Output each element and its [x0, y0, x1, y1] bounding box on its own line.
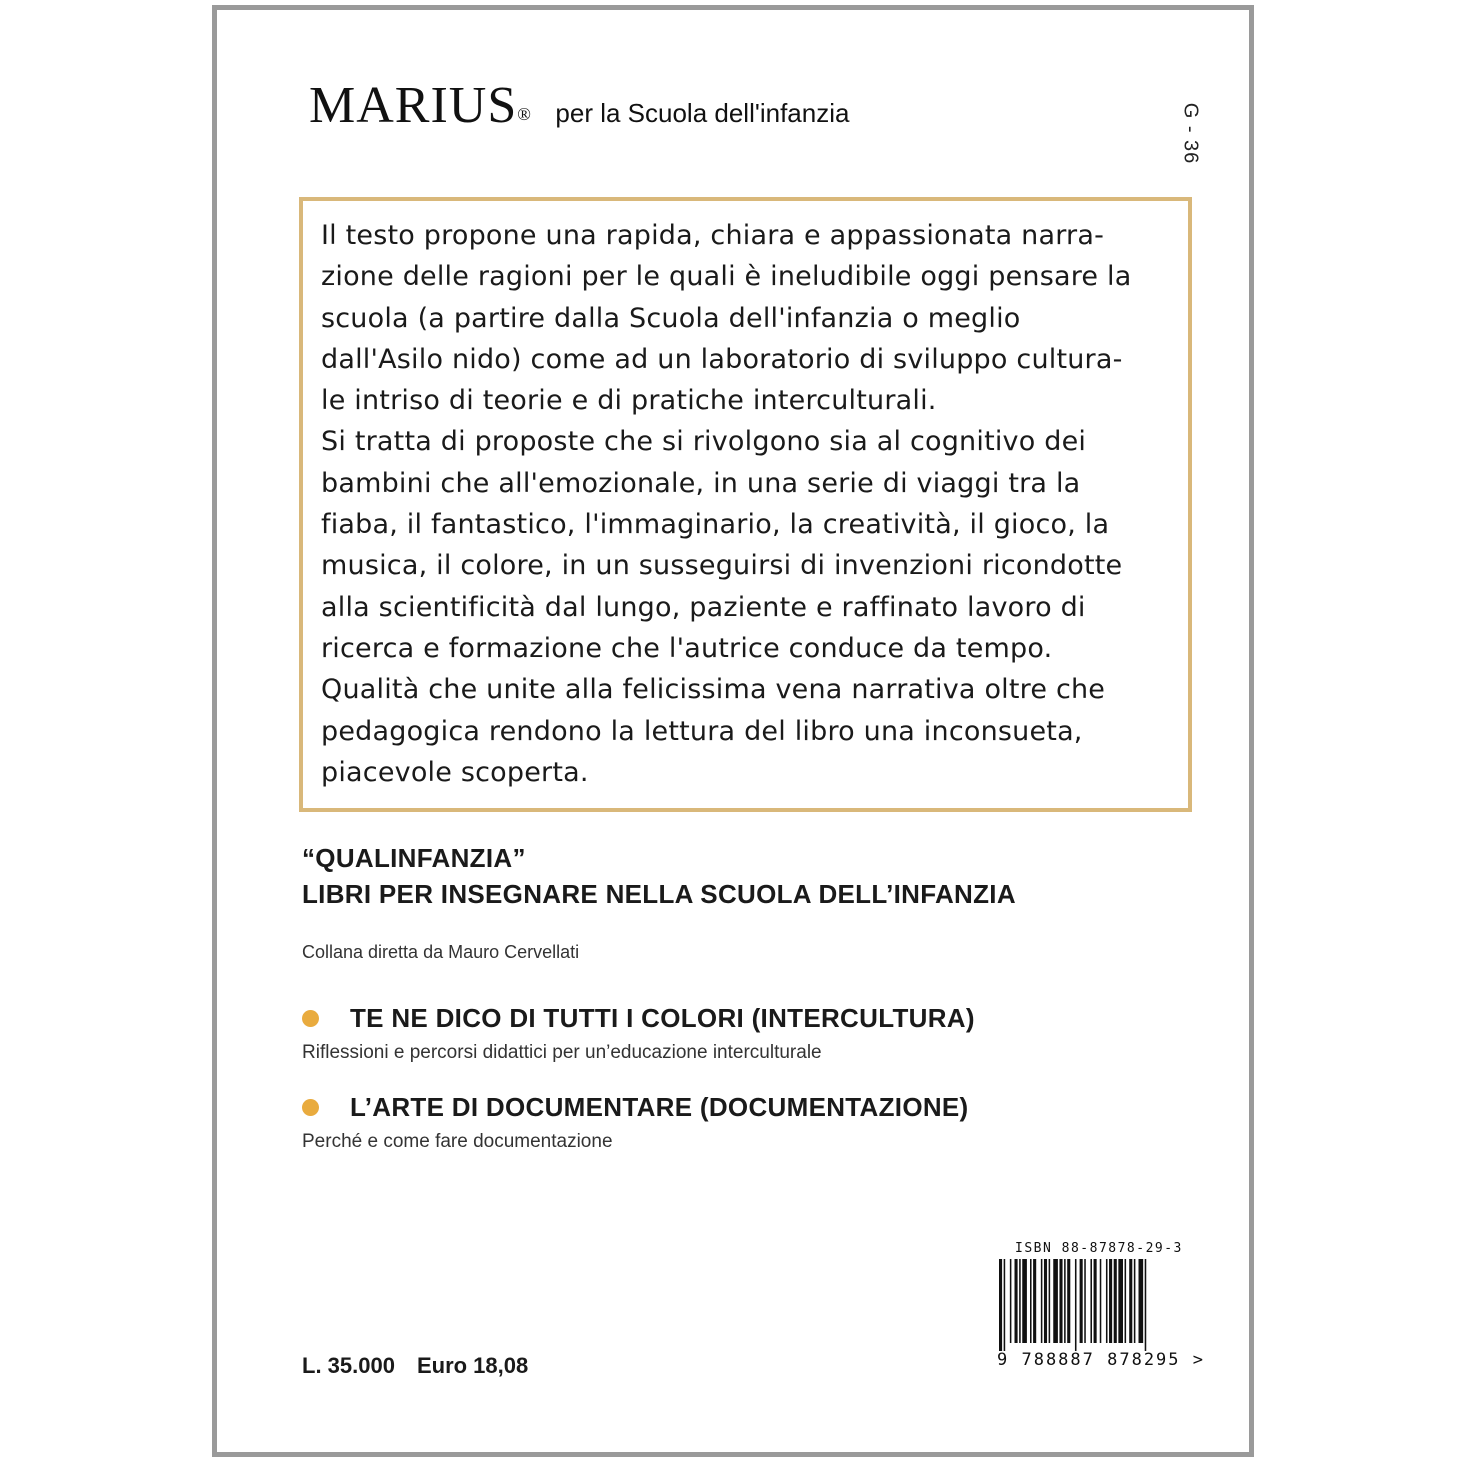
- barcode-bar: [1033, 1259, 1036, 1343]
- barcode-bar: [1106, 1259, 1108, 1343]
- barcode-bar: [1125, 1259, 1127, 1343]
- barcode-icon: [999, 1259, 1194, 1351]
- isbn-label: ISBN 88-87878-29-3: [1015, 1241, 1183, 1256]
- barcode-bar: [1015, 1259, 1018, 1343]
- bullet-dot-icon: [302, 1099, 319, 1116]
- blurb-line: pedagogica rendono la lettura del libro una inconsueta,: [321, 715, 1083, 747]
- barcode-bar: [1129, 1259, 1132, 1343]
- barcode-bar: [1064, 1259, 1066, 1343]
- barcode-bar: [1114, 1259, 1117, 1343]
- blurb-line: musica, il colore, in un susseguirsi di invenzioni ricondotte: [321, 550, 1123, 582]
- blurb-line: Qualità che unite alla felicissima vena narrativa oltre che: [321, 674, 1106, 706]
- blurb-line: Si tratta di proposte che si rivolgono sia al cognitivo dei: [321, 426, 1087, 458]
- barcode-bar: [1094, 1259, 1097, 1343]
- barcode-digits: 9 788887 878295 >: [997, 1350, 1205, 1370]
- barcode-bar: [1010, 1259, 1012, 1343]
- blurb-line: piacevole scoperta.: [321, 756, 589, 788]
- blurb-line: dall'Asilo nido) come ad un laboratorio di sviluppo cultura-: [321, 343, 1123, 375]
- barcode-bar: [1067, 1259, 1070, 1343]
- blurb-line: zione delle ragioni per le quali è ineludibile oggi pensare la: [321, 261, 1132, 293]
- barcode-bar: [1139, 1259, 1144, 1343]
- barcode-bar: [1041, 1259, 1043, 1343]
- publisher-logo: MARIUS: [309, 77, 518, 134]
- series-heading: [302, 840, 1016, 912]
- barcode-bar: [1118, 1259, 1123, 1343]
- blurb-line: fiaba, il fantastico, l'immaginario, la creatività, il gioco, la: [321, 509, 1110, 541]
- book-back-cover: [212, 5, 1254, 1457]
- blurb-text: [321, 215, 1181, 793]
- series-editor: Collana diretta da Mauro Cervellati: [302, 942, 580, 962]
- barcode-bar: [1145, 1259, 1147, 1351]
- barcode-bar: [1059, 1259, 1062, 1343]
- blurb-box: [299, 197, 1192, 812]
- price-lire: L. 35.000: [302, 1353, 395, 1378]
- barcode-bar: [1049, 1259, 1051, 1343]
- barcode-bar: [1134, 1259, 1136, 1343]
- blurb-line: scuola (a partire dalla Scuola dell'infanzia o meglio: [321, 302, 1021, 334]
- blurb-line: ricerca e formazione che l'autrice conduce da tempo.: [321, 632, 1053, 664]
- barcode-bar: [1004, 1259, 1006, 1351]
- series-name: “QUALINFANZIA”: [302, 843, 526, 873]
- publisher-tagline: per la Scuola dell'infanzia: [555, 98, 850, 128]
- barcode-bar: [999, 1259, 1002, 1351]
- blurb-line: bambini che all'emozionale, in una serie di viaggi tra la: [321, 467, 1081, 499]
- blurb-line: alla scientificità dal lungo, paziente e raffinato lavoro di: [321, 591, 1086, 623]
- price-euro: Euro 18,08: [416, 1353, 529, 1378]
- barcode-bar: [1075, 1259, 1077, 1351]
- series-description: LIBRI PER INSEGNARE NELLA SCUOLA DELL’INFANZIA: [302, 879, 1016, 909]
- barcode-bar: [1053, 1259, 1058, 1343]
- barcode-bar: [1044, 1259, 1047, 1343]
- barcode-bar: [1030, 1259, 1032, 1343]
- book-subtitle: Perché e come fare documentazione: [302, 1131, 613, 1152]
- book-title: TE NE DICO DI TUTTI I COLORI (INTERCULTURA): [350, 1003, 975, 1033]
- price: [302, 1353, 528, 1379]
- barcode-bar: [1084, 1259, 1086, 1343]
- barcode-bar: [1109, 1259, 1112, 1343]
- barcode-bar: [1019, 1259, 1021, 1343]
- registered-mark: ®: [517, 104, 531, 124]
- barcode-bar: [1100, 1259, 1102, 1343]
- barcode-bar: [1080, 1259, 1083, 1343]
- barcode-bar: [1090, 1259, 1092, 1343]
- blurb-line: Il testo propone una rapida, chiara e appassionata narra-: [321, 220, 1105, 251]
- catalog-code: G - 36: [1179, 102, 1202, 165]
- barcode-bar: [1022, 1259, 1027, 1343]
- book-subtitle: Riflessioni e percorsi didattici per un’educazione interculturale: [302, 1042, 822, 1063]
- bullet-dot-icon: [302, 1010, 319, 1027]
- blurb-line: le intriso di teorie e di pratiche interculturali.: [321, 385, 937, 417]
- publisher-header: [309, 76, 849, 135]
- book-title: L’ARTE DI DOCUMENTARE (DOCUMENTAZIONE): [350, 1092, 969, 1122]
